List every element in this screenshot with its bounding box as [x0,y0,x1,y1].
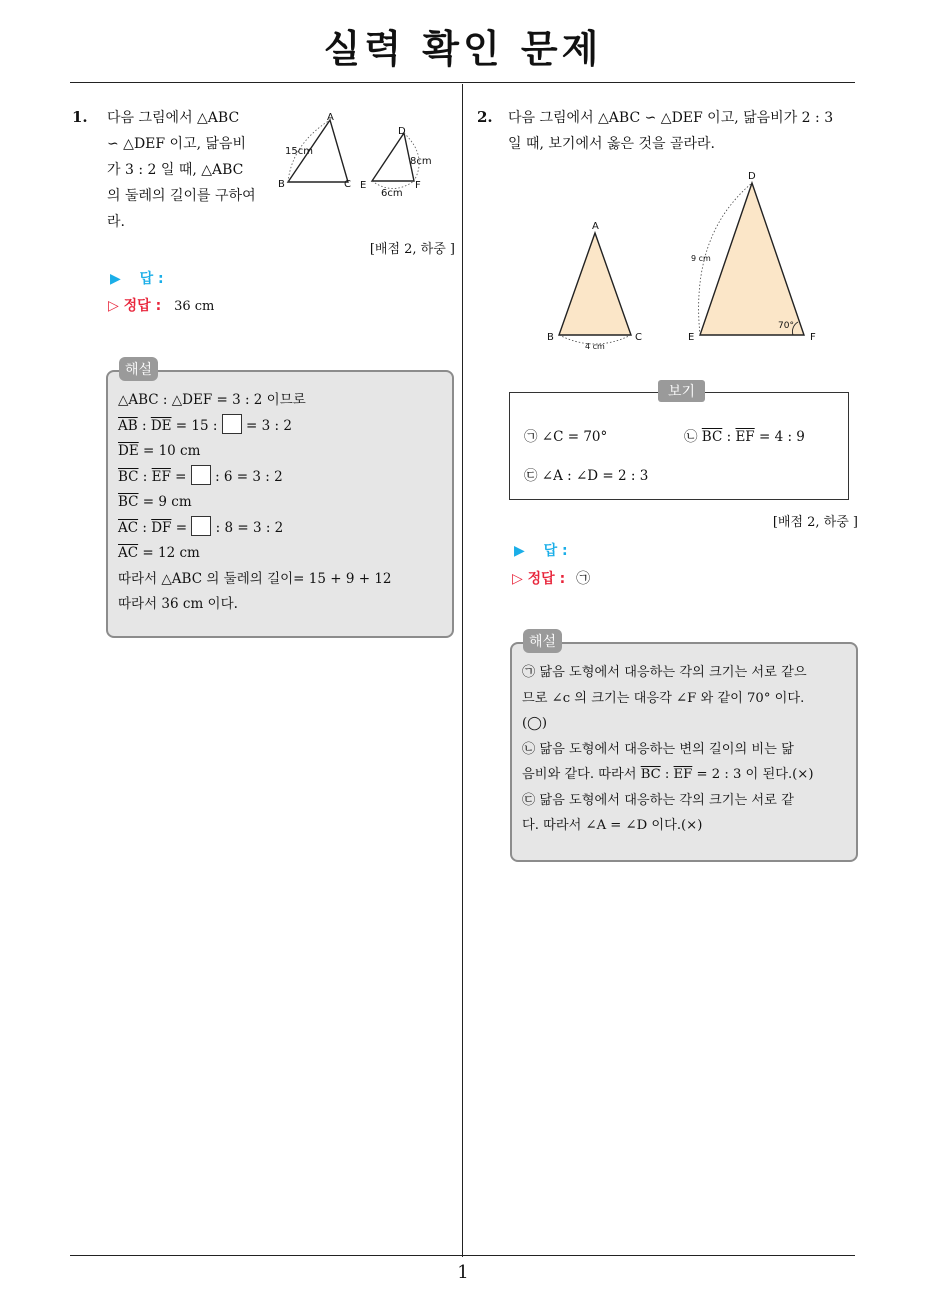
q1-solution-tag: 해설 [119,357,158,381]
triangle-def [372,133,414,181]
bogi-tag: 보기 [658,380,705,402]
q1-triangle-figure [276,108,436,200]
q2-correct-label: 정답 : [527,571,566,587]
q1-correct-value: 36 cm [174,299,215,314]
label-f: F [810,332,816,343]
solution-line: 다. 따라서 ∠A = ∠D 이다.(×) [522,818,703,833]
triangle-def [700,183,804,335]
q1-solution-text [118,388,448,618]
label-f: F [415,180,421,191]
page-title: 실력 확인 문제 [323,27,603,71]
q2-correct-value: ㉠ [576,571,591,587]
solution-line: ㉡ 닮음 도형에서 대응하는 변의 길이의 비는 닮 [522,741,794,757]
solution-line: $\overline{BC}$ : $\overline{EF}$ = : 6 = 3 : 2 [118,465,448,491]
q1-text-line: 라. [107,214,125,230]
play-icon: ▶ [514,543,525,559]
label-df-length: 8cm [410,156,432,167]
label-d: D [398,126,406,137]
label-b: B [278,179,285,190]
solution-line: $\overline{BC} = 9$ cm [118,494,192,510]
q1-number: 1. [72,108,88,126]
solution-line: 따라서 △ABC 의 둘레의 길이= 15 + 9 + 12 [118,570,392,587]
q1-text-line: ∽ △DEF 이고, 닮음비 [107,136,247,152]
solution-line: 따라서 36 cm 이다. [118,596,238,612]
title-rule [70,82,855,83]
q2-answer-row [514,540,568,560]
label-e: E [360,180,367,191]
q2-answer-label: 답 : [543,543,568,559]
outline-play-icon: ▷ [512,571,523,587]
q2-text-line: 다음 그림에서 △ABC ∽ △DEF 이고, 닮음비가 2 : 3 [508,110,834,126]
blank-box [191,465,211,485]
label-c: C [344,179,351,190]
page-number: 1 [457,1262,469,1283]
label-a: A [592,221,599,232]
label-c: C [635,332,642,343]
q2-solution-tag: 해설 [523,629,562,653]
q1-text-line: 다음 그림에서 △ABC [107,110,240,126]
q1-text [107,105,267,235]
bogi-option-3: ㉢ ∠A : ∠D = 2 : 3 [524,468,649,484]
solution-line: 므로 ∠c 의 크기는 대응각 ∠F 와 같이 70° 이다. [522,690,805,706]
solution-line: (◯) [522,716,548,731]
q1-text-line: 의 둘레의 길이를 구하여 [107,188,256,204]
bogi-option-2: ㉡ $\overline{BC}$ : $\overline{EF} = 4$ : 9 [684,429,805,445]
triangle-abc [559,233,631,335]
label-de-length: 9 cm [691,254,711,263]
blank-box [191,516,211,536]
q1-answer-label: 답 : [139,271,164,287]
label-d: D [748,171,756,182]
q1-correct-row [108,295,214,315]
column-divider [462,84,463,1257]
label-ab-length: 15cm [285,146,313,157]
q2-correct-row [512,568,590,588]
label-a: A [327,112,334,123]
solution-line: $\overline{DE} = 10$ cm [118,443,201,459]
q2-text-line: 일 때, 보기에서 옳은 것을 골라라. [508,136,715,152]
q2-number: 2. [477,108,493,126]
outline-play-icon: ▷ [108,298,119,314]
label-bc-length: 4 cm [585,342,605,350]
q1-answer-row [110,268,164,288]
bogi-option-1: ㉠ ∠C = 70° [524,429,608,445]
solution-line: △ABC : △DEF = 3 : 2 이므로 [118,392,306,408]
play-icon: ▶ [110,271,121,287]
solution-line: $\overline{AC}$ : $\overline{DF}$ = : 8 = 3 : 2 [118,516,448,542]
blank-box [222,414,242,434]
label-b: B [547,332,554,343]
footer-rule [70,1255,855,1256]
q2-solution-text [522,660,852,839]
solution-line: ㉠ 닮음 도형에서 대응하는 각의 크기는 서로 같으 [522,665,807,680]
solution-line: ㉢ 닮음 도형에서 대응하는 각의 크기는 서로 같 [522,792,794,808]
q2-score: [배점 2, 하중 ] [772,515,858,530]
solution-line: $\overline{AC} = 12$ cm [118,545,200,561]
q1-correct-label: 정답 : [123,298,162,314]
q2-text [508,105,860,157]
q1-text-line: 가 3 : 2 일 때, △ABC [107,162,244,178]
q2-triangle-figure [540,165,830,350]
solution-line: $\overline{AB}$ : $\overline{DE} = 15$ : = 3 : 2 [118,414,448,440]
label-ef-length: 6cm [381,188,403,199]
solution-line: 음비와 같다. 따라서 $\overline{BC}$ : $\overline{EF} = 2$ : 3 이 된다.(×) [522,767,814,782]
label-e: E [688,332,695,343]
label-angle-f: 70° [778,321,794,331]
q1-score: [배점 2, 하중 ] [369,242,455,257]
